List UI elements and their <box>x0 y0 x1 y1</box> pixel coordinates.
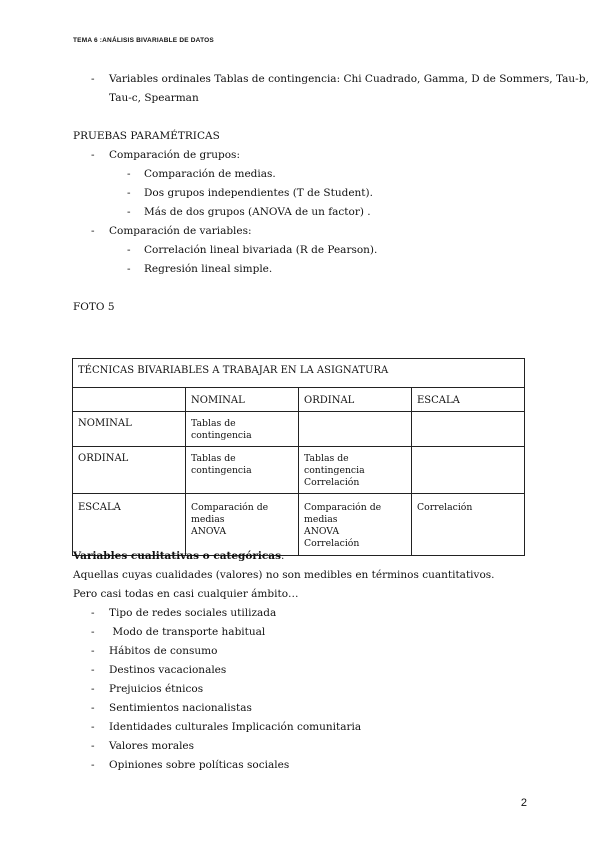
bullet-dash: - <box>127 168 131 180</box>
table-cell: Correlación <box>412 494 525 556</box>
bullet-dash: - <box>91 759 95 771</box>
table-header-cell: NOMINAL <box>186 388 299 412</box>
page-number: 2 <box>520 797 527 809</box>
table-header-cell: ESCALA <box>412 388 525 412</box>
bullet-dash: - <box>91 607 95 619</box>
list-item-label: Valores morales <box>109 740 195 752</box>
cualitativas-title-dot: . <box>281 550 285 562</box>
bullet-dash: - <box>91 645 95 657</box>
bullet-dash: - <box>91 73 95 85</box>
page-header: TEMA 6 :ANÁLISIS BIVARIABLE DE DATOS <box>73 37 214 44</box>
list-item-label: Modo de transporte habitual <box>109 626 266 638</box>
table-header-cell <box>73 388 186 412</box>
list-item-label: Comparación de medias. <box>144 168 276 180</box>
intro-bullet-line1: Variables ordinales Tablas de contingencia: Chi Cuadrado, Gamma, D de Sommers, Tau-b, <box>109 73 589 85</box>
bullet-dash: - <box>127 244 131 256</box>
table-cell <box>299 412 412 447</box>
table-row-label: NOMINAL <box>73 412 186 447</box>
list-item-label: Tipo de redes sociales utilizada <box>109 607 277 619</box>
table-cell <box>412 412 525 447</box>
bullet-dash: - <box>91 149 95 161</box>
cualitativas-heading <box>73 547 284 566</box>
list-item-label: Identidades culturales Implicación comunitaria <box>109 721 362 733</box>
table-title: TÉCNICAS BIVARIABLES A TRABAJAR EN LA ASIGNATURA <box>73 359 525 388</box>
bullet-dash: - <box>91 721 95 733</box>
cualitativas-definition: Aquellas cuyas cualidades (valores) no son medibles en términos cuantitativos. <box>73 569 495 581</box>
bullet-dash: - <box>91 664 95 676</box>
section-heading-parametricas: PRUEBAS PARAMÉTRICAS <box>73 130 220 142</box>
list-item-label: Regresión lineal simple. <box>144 263 273 275</box>
table-row-label: ESCALA <box>73 494 186 556</box>
list-item-label: Prejuicios étnicos <box>109 683 204 695</box>
intro-bullet-line2: Tau-c, Spearman <box>109 92 199 104</box>
table-row <box>73 447 525 494</box>
table-row <box>73 412 525 447</box>
list-item-label: Más de dos grupos (ANOVA de un factor) . <box>144 206 371 218</box>
bullet-dash: - <box>91 683 95 695</box>
bullet-dash: - <box>91 740 95 752</box>
table-cell: Tablas de contingencia Correlación <box>299 447 412 494</box>
list-item-label: Comparación de grupos: <box>109 149 240 161</box>
table-cell: Tablas de contingencia <box>186 447 299 494</box>
table-cell: Comparación de medias ANOVA <box>186 494 299 556</box>
bullet-dash: - <box>127 206 131 218</box>
list-item-label: Correlación lineal bivariada (R de Pearson). <box>144 244 378 256</box>
techniques-table <box>72 358 525 556</box>
foto-label: FOTO 5 <box>73 301 115 313</box>
table-header-cell: ORDINAL <box>299 388 412 412</box>
cualitativas-title: Variables cualitativas o categóricas <box>73 550 282 562</box>
list-item-label: Opiniones sobre políticas sociales <box>109 759 290 771</box>
table-row-label: ORDINAL <box>73 447 186 494</box>
table-cell: Comparación de medias ANOVA Correlación <box>299 494 412 556</box>
table-cell: Tablas de contingencia <box>186 412 299 447</box>
list-item-label: Hábitos de consumo <box>109 645 218 657</box>
bullet-dash: - <box>91 702 95 714</box>
list-item-label: Comparación de variables: <box>109 225 252 237</box>
cualitativas-intro: Pero casi todas en casi cualquier ámbito… <box>73 588 299 600</box>
bullet-dash: - <box>91 626 95 638</box>
table-row <box>73 388 525 412</box>
bullet-dash: - <box>127 187 131 199</box>
bullet-dash: - <box>127 263 131 275</box>
list-item-label: Sentimientos nacionalistas <box>109 702 252 714</box>
list-item-label: Dos grupos independientes (T de Student). <box>144 187 373 199</box>
bullet-dash: - <box>91 225 95 237</box>
list-item-label: Destinos vacacionales <box>109 664 227 676</box>
table-cell <box>412 447 525 494</box>
